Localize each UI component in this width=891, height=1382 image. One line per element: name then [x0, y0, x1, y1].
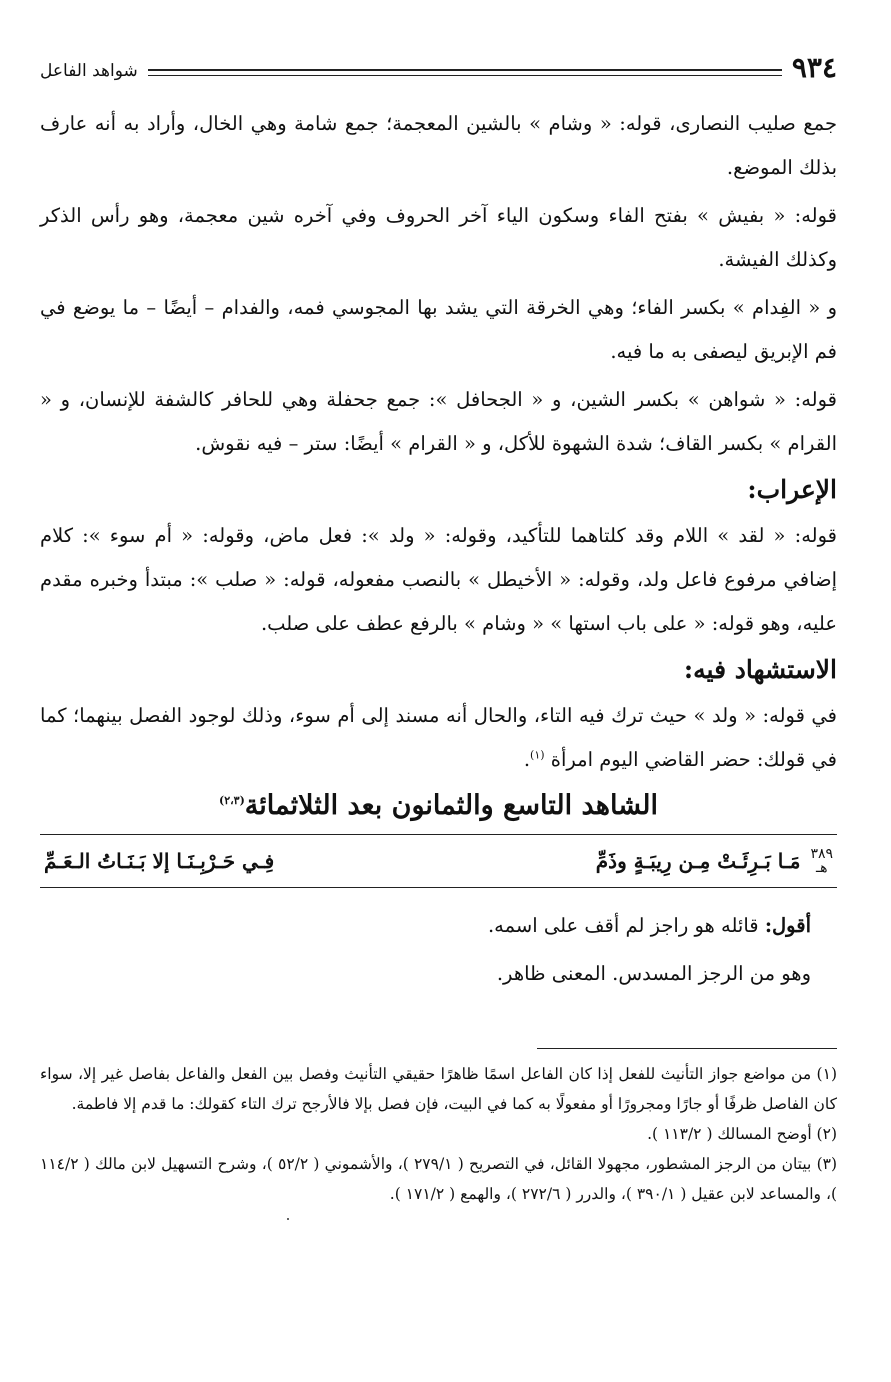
verse-first-half	[596, 847, 833, 875]
paragraph-1: جمع صليب النصارى، قوله: « وشام » بالشين المعجمة؛ جمع شامة وهي الخال، وأراد به أنه عارف بذلك الموضع.	[40, 112, 837, 179]
footnote-2: (٢) أوضح المسالك ( ١١٣/٢ ).	[647, 1125, 837, 1143]
page-number: ٩٣٤	[791, 51, 837, 84]
page-header	[40, 52, 837, 82]
shahid-title-text: الشاهد التاسع والثمانون بعد الثلاثمائة	[244, 790, 659, 821]
verse-number	[810, 847, 833, 875]
hemistich-2: فِـي حَـرْبِـنَـا إلا بَـنَـاتُ الـعَـمِّ	[44, 849, 275, 873]
paragraph-3: و « الفِدام » بكسر الفاء؛ وهي الخرقة التي يشد بها المجوسي فمه، والفدام – أيضًا – ما يوضع في فم الإبريق ليصفى به ما فيه.	[40, 296, 837, 363]
footnote-3: (٣) بيتان من الرجز المشطور، مجهولا القائل، في التصريح ( ٢٧٩/١ )، والأشموني ( ٥٢/٢ )، وشرح التسهيل لابن مالك ( ١١٤/٢ )، والمساعد لابن عقيل ( ٣٩٠/١ )، والدرر ( ٢٧٢/٦ )، والهمع ( ١٧١/٢ ).	[40, 1155, 838, 1203]
qawl-label: أقول:	[764, 914, 811, 937]
qawl-paragraph	[40, 904, 837, 948]
footnote-1: (١) من مواضع جواز التأنيث للفعل إذا كان الفاعل اسمًا ظاهرًا حقيقي التأنيث وفصل بين الفعل والفاعل بفاصل غير إلا، سواء كان الفاصل ظرفًا أو جارًا ومجرورًا أو مفعولًا به كما في البيت، فإن فصل بإلا فالأرجح ترك التاء كقولك: ما قدم إلا فاطمة.	[40, 1065, 837, 1113]
footnote-ref-1: (١)	[530, 748, 545, 762]
qawl-text: قائله هو راجز لم أقف على اسمه.	[487, 914, 759, 937]
paragraph-2: قوله: « بفيش » بفتح الفاء وسكون الياء آخر الحروف وفي آخره شين معجمة، وهو رأس الذكر وكذلك الفيشة.	[40, 204, 837, 271]
footnote-rule	[537, 1048, 837, 1049]
running-title: شواهد الفاعل	[40, 61, 138, 81]
hemistich-1: مَـا بَـرِئَـتْ مِـن رِيبَـةٍ وذَمِّ	[595, 849, 801, 873]
print-speck	[287, 1218, 289, 1220]
shahid-title-ref: (٢،٣)	[218, 794, 245, 807]
paragraph-4: قوله: « شواهن » بكسر الشين، و « الجحافل »: جمع جحفلة وهي للحافر كالشفة للإنسان، و « القرام » بكسر القاف؛ شدة الشهوة للأكل، و « القرام » أيضًا: ستر – فيه نقوش.	[40, 388, 837, 455]
i3rab-heading: الإعراب:	[747, 475, 837, 504]
meter-paragraph: وهو من الرجز المسدس. المعنى ظاهر.	[496, 962, 811, 985]
istishhad-heading: الاستشهاد فيه:	[683, 655, 837, 684]
i3rab-text: قوله: « لقد » اللام وقد كلتاهما للتأكيد، وقوله: « ولد »: فعل ماض، وقوله: « أم سوء »: كلام إضافي مرفوع فاعل ولد، وقوله: « الأخيطل » بالنصب مفعوله، قوله: « صلب »: مبتدأ وخبره مقدم عليه، وهو قوله: « على باب استها » « وشام » بالرفع عطف على صلب.	[40, 524, 837, 635]
verse-number-value: ٣٨٩	[810, 846, 833, 862]
header-rule	[148, 69, 782, 76]
shahid-title	[40, 786, 837, 826]
verse-number-suffix: هـ	[815, 860, 828, 876]
verse-box	[40, 834, 837, 888]
istishhad-paragraph: في قوله: « ولد » حيث ترك فيه التاء، والحال أنه مسند إلى أم سوء، وذلك لوجود الفصل بينهما؛ كما في قولك: حضر القاضي اليوم امرأة $^{(١)}$.	[40, 704, 837, 771]
istishhad-text: في قوله: « ولد » حيث ترك فيه التاء، والحال أنه مسند إلى أم سوء، وذلك لوجود الفصل بينهما؛ كما في قولك: حضر القاضي اليوم امرأة	[40, 704, 837, 771]
